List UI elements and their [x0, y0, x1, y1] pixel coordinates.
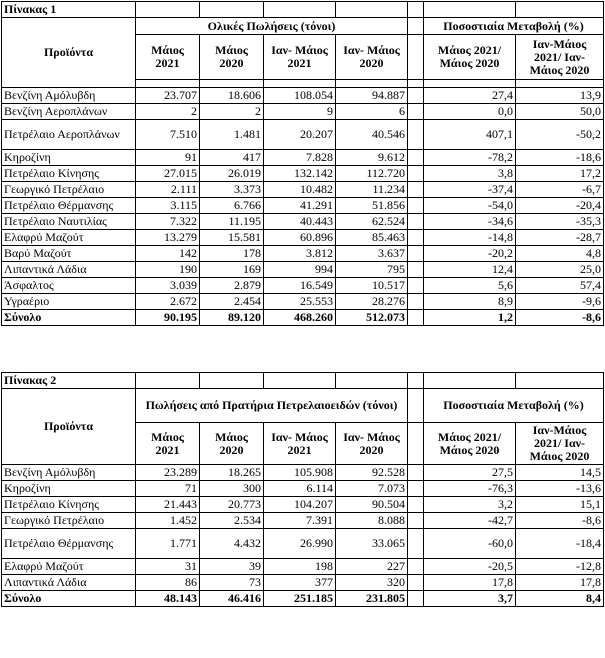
- value-cell: 23.289: [136, 465, 200, 481]
- col-header: Ιαν- Μάιος 2021: [264, 35, 336, 80]
- table-row: [2, 465, 604, 481]
- value-cell: 0,0: [424, 104, 516, 120]
- table-row: [2, 88, 604, 104]
- col-header: Ιαν- Μάιος 2020: [336, 423, 408, 465]
- table-row: [2, 294, 604, 310]
- value-cell: 7.322: [136, 214, 200, 230]
- value-cell: 25,0: [516, 262, 604, 278]
- value-cell: -35,3: [516, 214, 604, 230]
- value-cell: 86: [136, 575, 200, 591]
- value-cell: 512.073: [336, 310, 408, 326]
- product-name: Βαρύ Μαζούτ: [2, 246, 136, 262]
- value-cell: 3,7: [424, 591, 516, 607]
- value-cell: -8,6: [516, 310, 604, 326]
- value-cell: 994: [264, 262, 336, 278]
- product-name: Ελαφρύ Μαζούτ: [2, 230, 136, 246]
- product-name: Σύνολο: [2, 310, 136, 326]
- percent-change-header: Ποσοστιαία Μεταβολή (%): [424, 389, 604, 423]
- spacer-cell: [408, 513, 424, 529]
- col-header: Μάιος 2020: [200, 35, 264, 80]
- value-cell: 89.120: [200, 310, 264, 326]
- value-cell: 51.856: [336, 198, 408, 214]
- value-cell: 17,8: [424, 575, 516, 591]
- table-row: [2, 575, 604, 591]
- value-cell: 41.291: [264, 198, 336, 214]
- value-cell: 1.452: [136, 513, 200, 529]
- table-row: [2, 198, 604, 214]
- value-cell: 57,4: [516, 278, 604, 294]
- table-1: [1, 1, 604, 326]
- value-cell: -9,6: [516, 294, 604, 310]
- value-cell: 198: [264, 559, 336, 575]
- value-cell: 4,8: [516, 246, 604, 262]
- value-cell: -37,4: [424, 182, 516, 198]
- spacer-cell: [408, 575, 424, 591]
- value-cell: 91: [136, 150, 200, 166]
- value-cell: 7.828: [264, 150, 336, 166]
- value-cell: 4.432: [200, 529, 264, 559]
- value-cell: -14,8: [424, 230, 516, 246]
- value-cell: 40.546: [336, 120, 408, 150]
- col-header: Μάιος 2021/ Μάιος 2020: [424, 423, 516, 465]
- value-cell: 39: [200, 559, 264, 575]
- value-cell: 48.143: [136, 591, 200, 607]
- spacer-cell: [408, 262, 424, 278]
- value-cell: 62.524: [336, 214, 408, 230]
- value-cell: 112.720: [336, 166, 408, 182]
- value-cell: 94.887: [336, 88, 408, 104]
- product-name: Ελαφρύ Μαζούτ: [2, 559, 136, 575]
- value-cell: 40.443: [264, 214, 336, 230]
- spacer-cell: [408, 104, 424, 120]
- product-name: Λιπαντικά Λάδια: [2, 262, 136, 278]
- value-cell: 27,4: [424, 88, 516, 104]
- table-row: [2, 559, 604, 575]
- value-cell: 3.115: [136, 198, 200, 214]
- value-cell: 190: [136, 262, 200, 278]
- table-2-body: [2, 465, 604, 607]
- value-cell: 108.054: [264, 88, 336, 104]
- value-cell: 15.581: [200, 230, 264, 246]
- col-header: Μάιος 2021: [136, 423, 200, 465]
- spacer-cell: [408, 120, 424, 150]
- spacer-cell: [408, 198, 424, 214]
- value-cell: 1.771: [136, 529, 200, 559]
- value-cell: -60,0: [424, 529, 516, 559]
- spacer-cell: [408, 88, 424, 104]
- value-cell: 2.672: [136, 294, 200, 310]
- value-cell: 9.612: [336, 150, 408, 166]
- value-cell: -54,0: [424, 198, 516, 214]
- value-cell: 11.195: [200, 214, 264, 230]
- value-cell: 33.065: [336, 529, 408, 559]
- value-cell: 178: [200, 246, 264, 262]
- col-header: Ιαν- Μάιος 2020: [336, 35, 408, 80]
- spacer-cell: [408, 310, 424, 326]
- table-row: [2, 497, 604, 513]
- product-name: Γεωργικό Πετρέλαιο: [2, 182, 136, 198]
- value-cell: 300: [200, 481, 264, 497]
- value-cell: 251.185: [264, 591, 336, 607]
- value-cell: 17,2: [516, 166, 604, 182]
- value-cell: -34,6: [424, 214, 516, 230]
- product-name: Πετρέλαιο Ναυτιλίας: [2, 214, 136, 230]
- value-cell: 10.517: [336, 278, 408, 294]
- product-name: Σύνολο: [2, 591, 136, 607]
- product-name: Πετρέλαιο Θέρμανσης: [2, 198, 136, 214]
- product-name: Πετρέλαιο Κίνησης: [2, 497, 136, 513]
- value-cell: 227: [336, 559, 408, 575]
- value-cell: 795: [336, 262, 408, 278]
- total-row: [2, 591, 604, 607]
- value-cell: 92.528: [336, 465, 408, 481]
- value-cell: 2.111: [136, 182, 200, 198]
- value-cell: 27,5: [424, 465, 516, 481]
- value-cell: 46.416: [200, 591, 264, 607]
- value-cell: 1,2: [424, 310, 516, 326]
- value-cell: -20,4: [516, 198, 604, 214]
- table-2-title: Πίνακας 2: [2, 373, 136, 389]
- spacer-cell: [408, 230, 424, 246]
- table-1-title: Πίνακας 1: [2, 2, 136, 18]
- value-cell: 2.879: [200, 278, 264, 294]
- total-sales-header: Ολικές Πωλήσεις (τόνοι): [136, 18, 408, 35]
- value-cell: 8,4: [516, 591, 604, 607]
- value-cell: -76,3: [424, 481, 516, 497]
- value-cell: 2.454: [200, 294, 264, 310]
- product-name: Βενζίνη Αμόλυβδη: [2, 88, 136, 104]
- value-cell: 90.195: [136, 310, 200, 326]
- spacer-cell: [408, 591, 424, 607]
- table-row: [2, 513, 604, 529]
- product-name: Υγραέριο: [2, 294, 136, 310]
- value-cell: -78,2: [424, 150, 516, 166]
- value-cell: 7.391: [264, 513, 336, 529]
- value-cell: 18.265: [200, 465, 264, 481]
- value-cell: -50,2: [516, 120, 604, 150]
- table-row: [2, 104, 604, 120]
- value-cell: 9: [264, 104, 336, 120]
- spacer-cell: [408, 166, 424, 182]
- value-cell: 17,8: [516, 575, 604, 591]
- product-header: Προϊόντα: [2, 389, 136, 465]
- value-cell: 468.260: [264, 310, 336, 326]
- value-cell: 13.279: [136, 230, 200, 246]
- value-cell: 21.443: [136, 497, 200, 513]
- value-cell: 2: [200, 104, 264, 120]
- value-cell: 15,1: [516, 497, 604, 513]
- value-cell: 11.234: [336, 182, 408, 198]
- value-cell: 3.812: [264, 246, 336, 262]
- value-cell: 1.481: [200, 120, 264, 150]
- value-cell: -20,2: [424, 246, 516, 262]
- product-name: Πετρέλαιο Αεροπλάνων: [2, 120, 136, 150]
- value-cell: 90.504: [336, 497, 408, 513]
- value-cell: 27.015: [136, 166, 200, 182]
- value-cell: 2: [136, 104, 200, 120]
- spacer-cell: [408, 214, 424, 230]
- station-sales-header: Πωλήσεις από Πρατήρια Πετρελαιοειδών (τόνοι): [136, 389, 408, 423]
- col-header: Ιαν-Μάιος 2021/ Ιαν- Μάιος 2020: [516, 35, 604, 80]
- value-cell: 3.039: [136, 278, 200, 294]
- value-cell: 85.463: [336, 230, 408, 246]
- spacer-cell: [408, 559, 424, 575]
- value-cell: -42,7: [424, 513, 516, 529]
- value-cell: 3,8: [424, 166, 516, 182]
- product-name: Βενζίνη Αεροπλάνων: [2, 104, 136, 120]
- value-cell: 12,4: [424, 262, 516, 278]
- value-cell: 8.088: [336, 513, 408, 529]
- spacer-cell: [408, 497, 424, 513]
- col-header: Μάιος 2020: [200, 423, 264, 465]
- table-row: [2, 262, 604, 278]
- spacer-cell: [408, 278, 424, 294]
- value-cell: 23.707: [136, 88, 200, 104]
- value-cell: 26.019: [200, 166, 264, 182]
- value-cell: 16.549: [264, 278, 336, 294]
- product-name: Πετρέλαιο Κίνησης: [2, 166, 136, 182]
- value-cell: 377: [264, 575, 336, 591]
- spacer-cell: [408, 529, 424, 559]
- product-header: Προϊόντα: [2, 18, 136, 88]
- table-row: [2, 150, 604, 166]
- col-header: Ιαν- Μάιος 2021: [264, 423, 336, 465]
- value-cell: 407,1: [424, 120, 516, 150]
- value-cell: -6,7: [516, 182, 604, 198]
- value-cell: 3.637: [336, 246, 408, 262]
- table-2: [1, 372, 604, 607]
- value-cell: 26.990: [264, 529, 336, 559]
- value-cell: 18.606: [200, 88, 264, 104]
- value-cell: 73: [200, 575, 264, 591]
- value-cell: 417: [200, 150, 264, 166]
- value-cell: 104.207: [264, 497, 336, 513]
- table-row: [2, 529, 604, 559]
- table-row: [2, 230, 604, 246]
- col-header: Μάιος 2021: [136, 35, 200, 80]
- product-name: Βενζίνη Αμόλυβδη: [2, 465, 136, 481]
- value-cell: 20.773: [200, 497, 264, 513]
- value-cell: 6.766: [200, 198, 264, 214]
- value-cell: 142: [136, 246, 200, 262]
- product-name: Γεωργικό Πετρέλαιο: [2, 513, 136, 529]
- col-header: Ιαν-Μάιος 2021/ Ιαν- Μάιος 2020: [516, 423, 604, 465]
- value-cell: 13,9: [516, 88, 604, 104]
- value-cell: 320: [336, 575, 408, 591]
- value-cell: 8,9: [424, 294, 516, 310]
- spacer-cell: [408, 182, 424, 198]
- table-row: [2, 246, 604, 262]
- value-cell: 28.276: [336, 294, 408, 310]
- table-row: [2, 278, 604, 294]
- table-row: [2, 214, 604, 230]
- value-cell: -28,7: [516, 230, 604, 246]
- spacer-cell: [408, 150, 424, 166]
- table-row: [2, 481, 604, 497]
- value-cell: -20,5: [424, 559, 516, 575]
- value-cell: -8,6: [516, 513, 604, 529]
- product-name: Κηροζίνη: [2, 150, 136, 166]
- table-row: [2, 166, 604, 182]
- table-row: [2, 182, 604, 198]
- value-cell: 231.805: [336, 591, 408, 607]
- value-cell: -18,6: [516, 150, 604, 166]
- value-cell: 3.373: [200, 182, 264, 198]
- value-cell: -18,4: [516, 529, 604, 559]
- value-cell: 20.207: [264, 120, 336, 150]
- value-cell: 7.073: [336, 481, 408, 497]
- value-cell: 71: [136, 481, 200, 497]
- value-cell: 60.896: [264, 230, 336, 246]
- value-cell: -13,6: [516, 481, 604, 497]
- value-cell: 132.142: [264, 166, 336, 182]
- value-cell: 2.534: [200, 513, 264, 529]
- total-row: [2, 310, 604, 326]
- value-cell: 50,0: [516, 104, 604, 120]
- value-cell: -12,8: [516, 559, 604, 575]
- value-cell: 7.510: [136, 120, 200, 150]
- value-cell: 3,2: [424, 497, 516, 513]
- value-cell: 6: [336, 104, 408, 120]
- product-name: Πετρέλαιο Θέρμανσης: [2, 529, 136, 559]
- table-row: [2, 120, 604, 150]
- value-cell: 105.908: [264, 465, 336, 481]
- spacer-cell: [408, 465, 424, 481]
- product-name: Λιπαντικά Λάδια: [2, 575, 136, 591]
- value-cell: 6.114: [264, 481, 336, 497]
- percent-change-header: Ποσοστιαία Μεταβολή (%): [424, 18, 604, 35]
- value-cell: 31: [136, 559, 200, 575]
- spacer-cell: [408, 481, 424, 497]
- product-name: Κηροζίνη: [2, 481, 136, 497]
- value-cell: 10.482: [264, 182, 336, 198]
- table-1-body: [2, 88, 604, 326]
- value-cell: 169: [200, 262, 264, 278]
- value-cell: 14,5: [516, 465, 604, 481]
- value-cell: 5,6: [424, 278, 516, 294]
- value-cell: 25.553: [264, 294, 336, 310]
- col-header: Μάιος 2021/ Μάιος 2020: [424, 35, 516, 80]
- spacer-cell: [408, 246, 424, 262]
- spacer-cell: [408, 294, 424, 310]
- product-name: Άσφαλτος: [2, 278, 136, 294]
